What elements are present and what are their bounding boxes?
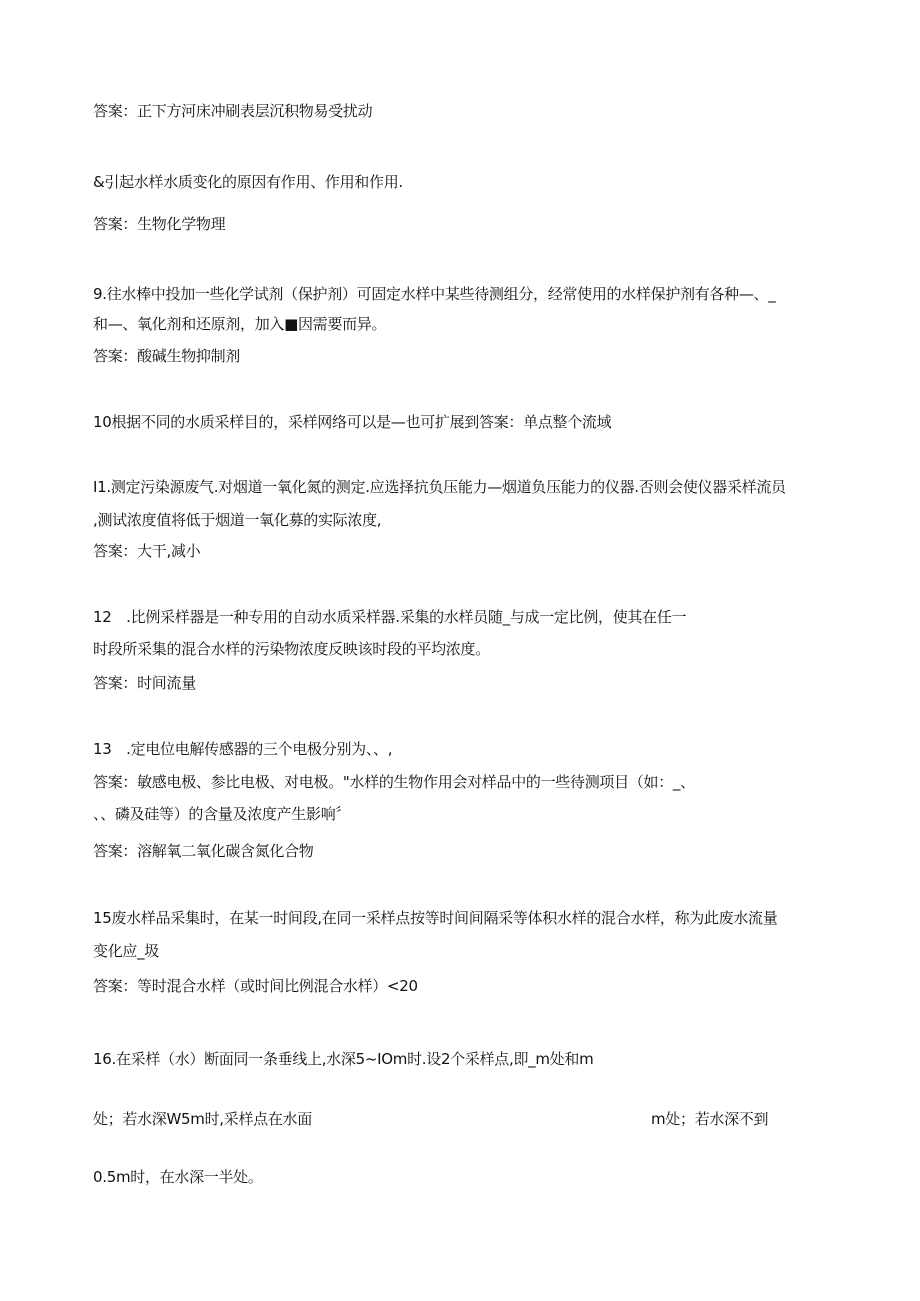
question-13: 13 .定电位电解传感器的三个电极分别为、、, <box>93 740 393 758</box>
question-16-line-3: 0.5m时，在水深一半处。 <box>93 1168 263 1186</box>
answer-12: 答案：时间流量 <box>93 674 196 692</box>
question-10: 10根据不同的水质采样目的，采样网络可以是—也可扩展到答案：单点整个流域 <box>93 413 612 431</box>
question-12-line-1: 12 .比例采样器是一种专用的自动水质采样器.采集的水样员随_与成一定比例，使其在任一 <box>93 608 687 626</box>
question-16-line-1: 16.在采样（水）断面同一条垂线上,水深5~IOm时.设2个采样点,即_m处和m <box>93 1050 594 1068</box>
answer-15: 答案：等时混合水样（或时间比例混合水样）<20 <box>93 977 418 995</box>
question-9-line-2: 和—、氧化剂和还原剂，加入■因需要而异。 <box>93 315 387 333</box>
question-11-line-2: ,测试浓度值将低于烟道一氧化募的实际浓度, <box>93 511 382 529</box>
question-15-line-1: 15废水样品采集时，在某一时间段,在同一采样点按等时间间隔采等体积水样的混合水样，称为此废水流量 <box>93 909 778 927</box>
answer-14: 答案：溶解氧二氧化碳含氮化合物 <box>93 842 314 860</box>
answer-13-question-14: 答案：敏感电极、参比电极、对电极。"水样的生物作用会对样品中的一些待测项目（如：_、 <box>93 773 695 791</box>
question-15-line-2: 变化应_圾 <box>93 942 160 960</box>
answer-9: 答案：酸碱生物抑制剂 <box>93 347 241 365</box>
question-11-line-1: I1.测定污染源废气.对烟道一氧化氮的测定.应选择抗负压能力—烟道负压能力的仪器.否则会使仪器采样流员 <box>93 478 786 496</box>
question-8: &引起水样水质变化的原因有作用、作用和作用. <box>93 173 403 191</box>
answer-8: 答案：生物化学物理 <box>93 215 226 233</box>
question-12-line-2: 时段所采集的混合水样的污染物浓度反映该时段的平均浓度。 <box>93 640 490 658</box>
question-9-line-1: 9.往水棒中投加一些化学试剂（保护剂）可固定水样中某些待测组分，经常使用的水样保护剂有各种—、_ <box>93 285 776 303</box>
answer-7: 答案：正下方河床冲刷表层沉积物易受扰动 <box>93 102 373 120</box>
question-16-line-2-tail: m处；若水深不到 <box>651 1110 769 1128</box>
question-14-line-2: 、、磷及硅等）的含量及浓度产生影响〞 <box>93 805 351 823</box>
question-16-line-2: 处；若水深W5m时,采样点在水面 <box>93 1110 312 1128</box>
answer-11: 答案：大干,减小 <box>93 542 201 560</box>
